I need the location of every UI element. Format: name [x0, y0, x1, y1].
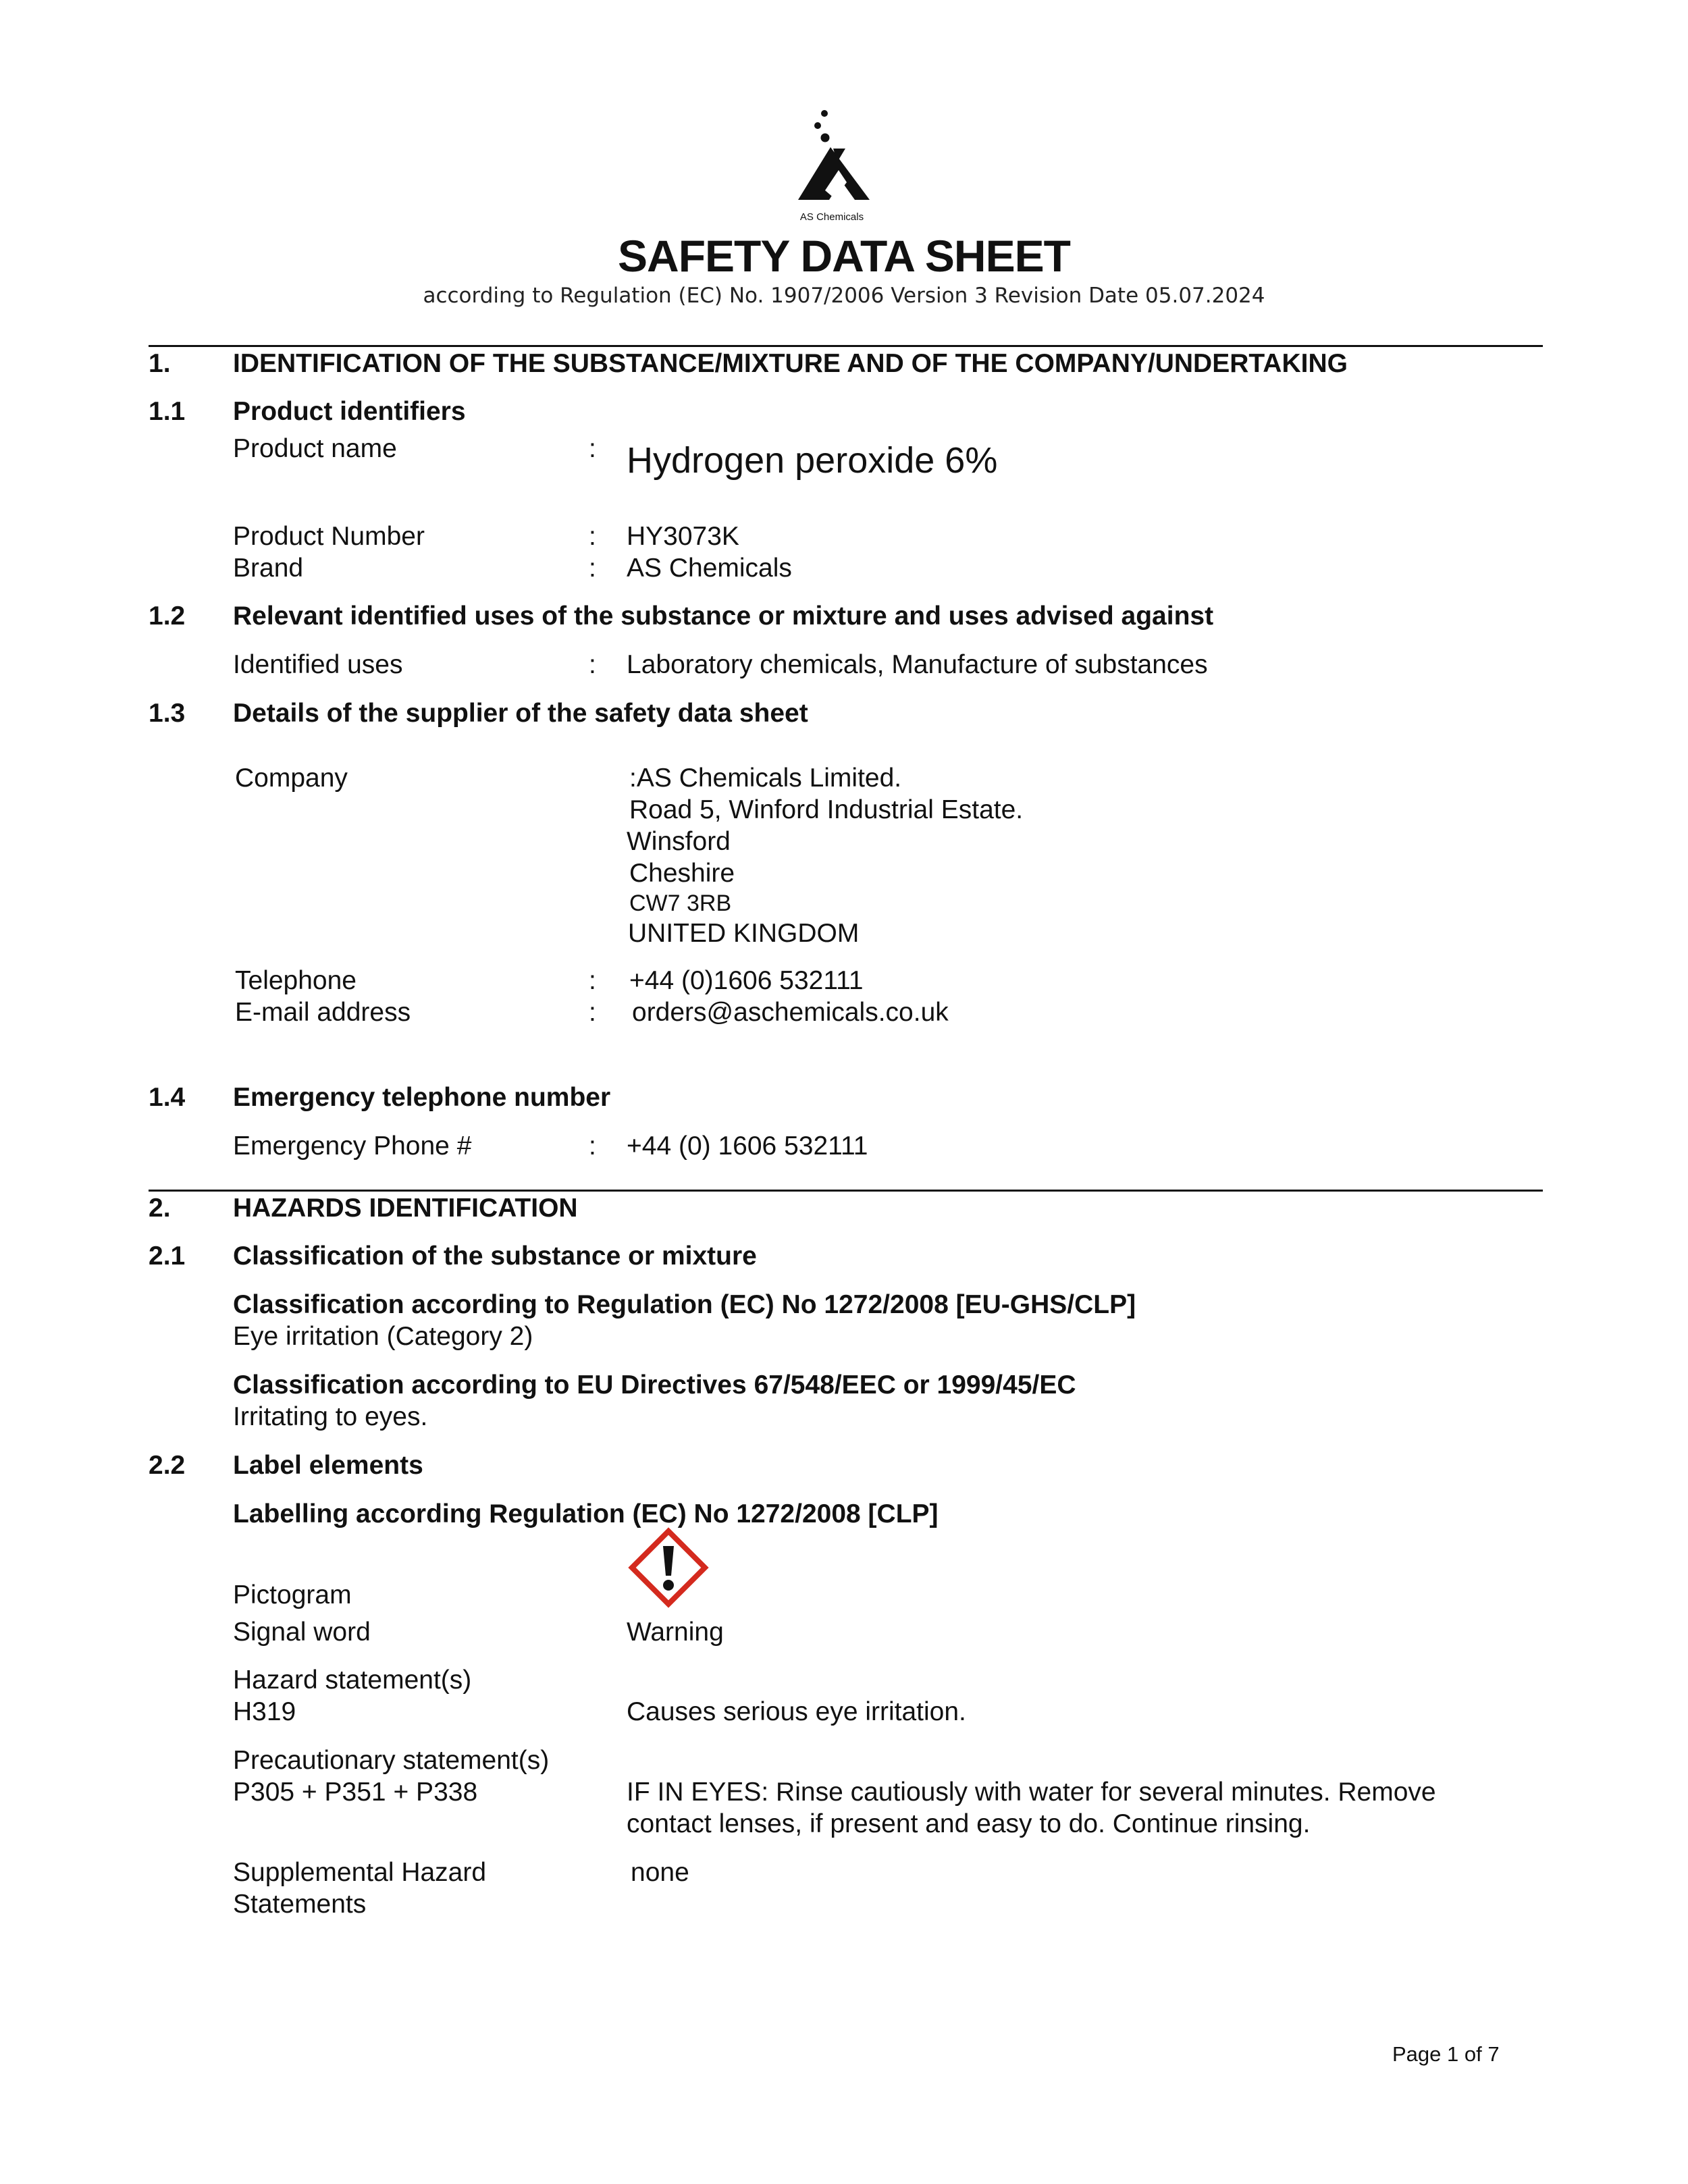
eu-classification-value: Irritating to eyes.: [233, 1402, 428, 1431]
identified-uses-value: Laboratory chemicals, Manufacture of substances: [627, 650, 1208, 679]
section-divider: [149, 1190, 1543, 1192]
colon: :: [589, 522, 596, 551]
hazard-statements-label: Hazard statement(s): [233, 1666, 472, 1695]
section-number: 1.: [149, 349, 171, 378]
telephone-label: Telephone: [235, 966, 357, 995]
precautionary-code: P305 + P351 + P338: [233, 1778, 478, 1807]
colon: :: [589, 1131, 596, 1161]
company-label: Company: [235, 764, 348, 793]
signal-word-label: Signal word: [233, 1618, 371, 1647]
clp-classification-heading: Classification according to Regulation (EC) No 1272/2008 [EU-GHS/CLP]: [233, 1290, 1136, 1319]
identified-uses-label: Identified uses: [233, 650, 403, 679]
colon: :: [589, 434, 596, 463]
subsection-number: 1.2: [149, 602, 186, 631]
logo-text: AS Chemicals: [799, 211, 864, 223]
subsection-number: 1.1: [149, 397, 186, 426]
product-number-value: HY3073K: [627, 522, 739, 551]
company-address-line: Winsford: [627, 827, 731, 856]
product-name-value: Hydrogen peroxide 6%: [627, 440, 998, 481]
subsection-number: 2.2: [149, 1451, 186, 1480]
company-address-line: Road 5, Winford Industrial Estate.: [629, 795, 1024, 824]
eu-classification-heading: Classification according to EU Directives 67/548/EEC or 1999/45/EC: [233, 1370, 1076, 1400]
pictogram-label: Pictogram: [233, 1580, 352, 1609]
precautionary-text: contact lenses, if present and easy to do. Continue rinsing.: [627, 1809, 1311, 1838]
hazard-code: H319: [233, 1697, 296, 1726]
page-number: Page 1 of 7: [1392, 2042, 1500, 2066]
subsection-number: 1.3: [149, 699, 186, 728]
signal-word-value: Warning: [627, 1618, 724, 1647]
subsection-title: Label elements: [233, 1451, 423, 1480]
product-number-label: Product Number: [233, 522, 425, 551]
supplemental-hazard-label: Supplemental Hazard: [233, 1858, 487, 1887]
document-title: SAFETY DATA SHEET: [618, 231, 1070, 281]
exclamation-mark-hazard-icon: [628, 1527, 709, 1608]
section-divider: [149, 345, 1543, 347]
subsection-title: Product identifiers: [233, 397, 466, 426]
company-address-line: :AS Chemicals Limited.: [629, 764, 902, 793]
labelling-heading: Labelling according Regulation (EC) No 1272/2008 [CLP]: [233, 1499, 939, 1528]
company-address-line: UNITED KINGDOM: [628, 919, 860, 948]
supplemental-hazard-label: Statements: [233, 1890, 367, 1919]
colon: :: [589, 998, 596, 1027]
company-address-line: CW7 3RB: [629, 890, 732, 916]
section-title: IDENTIFICATION OF THE SUBSTANCE/MIXTURE AND OF THE COMPANY/UNDERTAKING: [233, 349, 1348, 378]
emergency-phone-label: Emergency Phone #: [233, 1131, 472, 1161]
email-value: orders@aschemicals.co.uk: [632, 998, 949, 1027]
subsection-number: 1.4: [149, 1083, 186, 1112]
precautionary-statements-label: Precautionary statement(s): [233, 1746, 550, 1775]
supplemental-hazard-value: none: [631, 1858, 689, 1887]
subsection-number: 2.1: [149, 1242, 186, 1271]
hazard-text: Causes serious eye irritation.: [627, 1697, 966, 1726]
colon: :: [589, 966, 596, 995]
emergency-phone-value: +44 (0) 1606 532111: [627, 1131, 868, 1161]
section-number: 2.: [149, 1194, 171, 1223]
brand-value: AS Chemicals: [627, 554, 792, 583]
colon: :: [589, 650, 596, 679]
document-subtitle: according to Regulation (EC) No. 1907/2006 Version 3 Revision Date 05.07.2024: [423, 284, 1265, 308]
colon: :: [589, 554, 596, 583]
clp-classification-value: Eye irritation (Category 2): [233, 1322, 533, 1351]
subsection-title: Classification of the substance or mixture: [233, 1242, 757, 1271]
email-label: E-mail address: [235, 998, 411, 1027]
subsection-title: Emergency telephone number: [233, 1083, 611, 1112]
as-chemicals-logo: [790, 108, 878, 226]
subsection-title: Details of the supplier of the safety data sheet: [233, 699, 808, 728]
product-name-label: Product name: [233, 434, 397, 463]
subsection-title: Relevant identified uses of the substance or mixture and uses advised against: [233, 602, 1214, 631]
precautionary-text: IF IN EYES: Rinse cautiously with water for several minutes. Remove: [627, 1778, 1436, 1807]
telephone-value: +44 (0)1606 532111: [629, 966, 864, 995]
brand-label: Brand: [233, 554, 304, 583]
section-title: HAZARDS IDENTIFICATION: [233, 1194, 578, 1223]
company-address-line: Cheshire: [629, 859, 735, 888]
